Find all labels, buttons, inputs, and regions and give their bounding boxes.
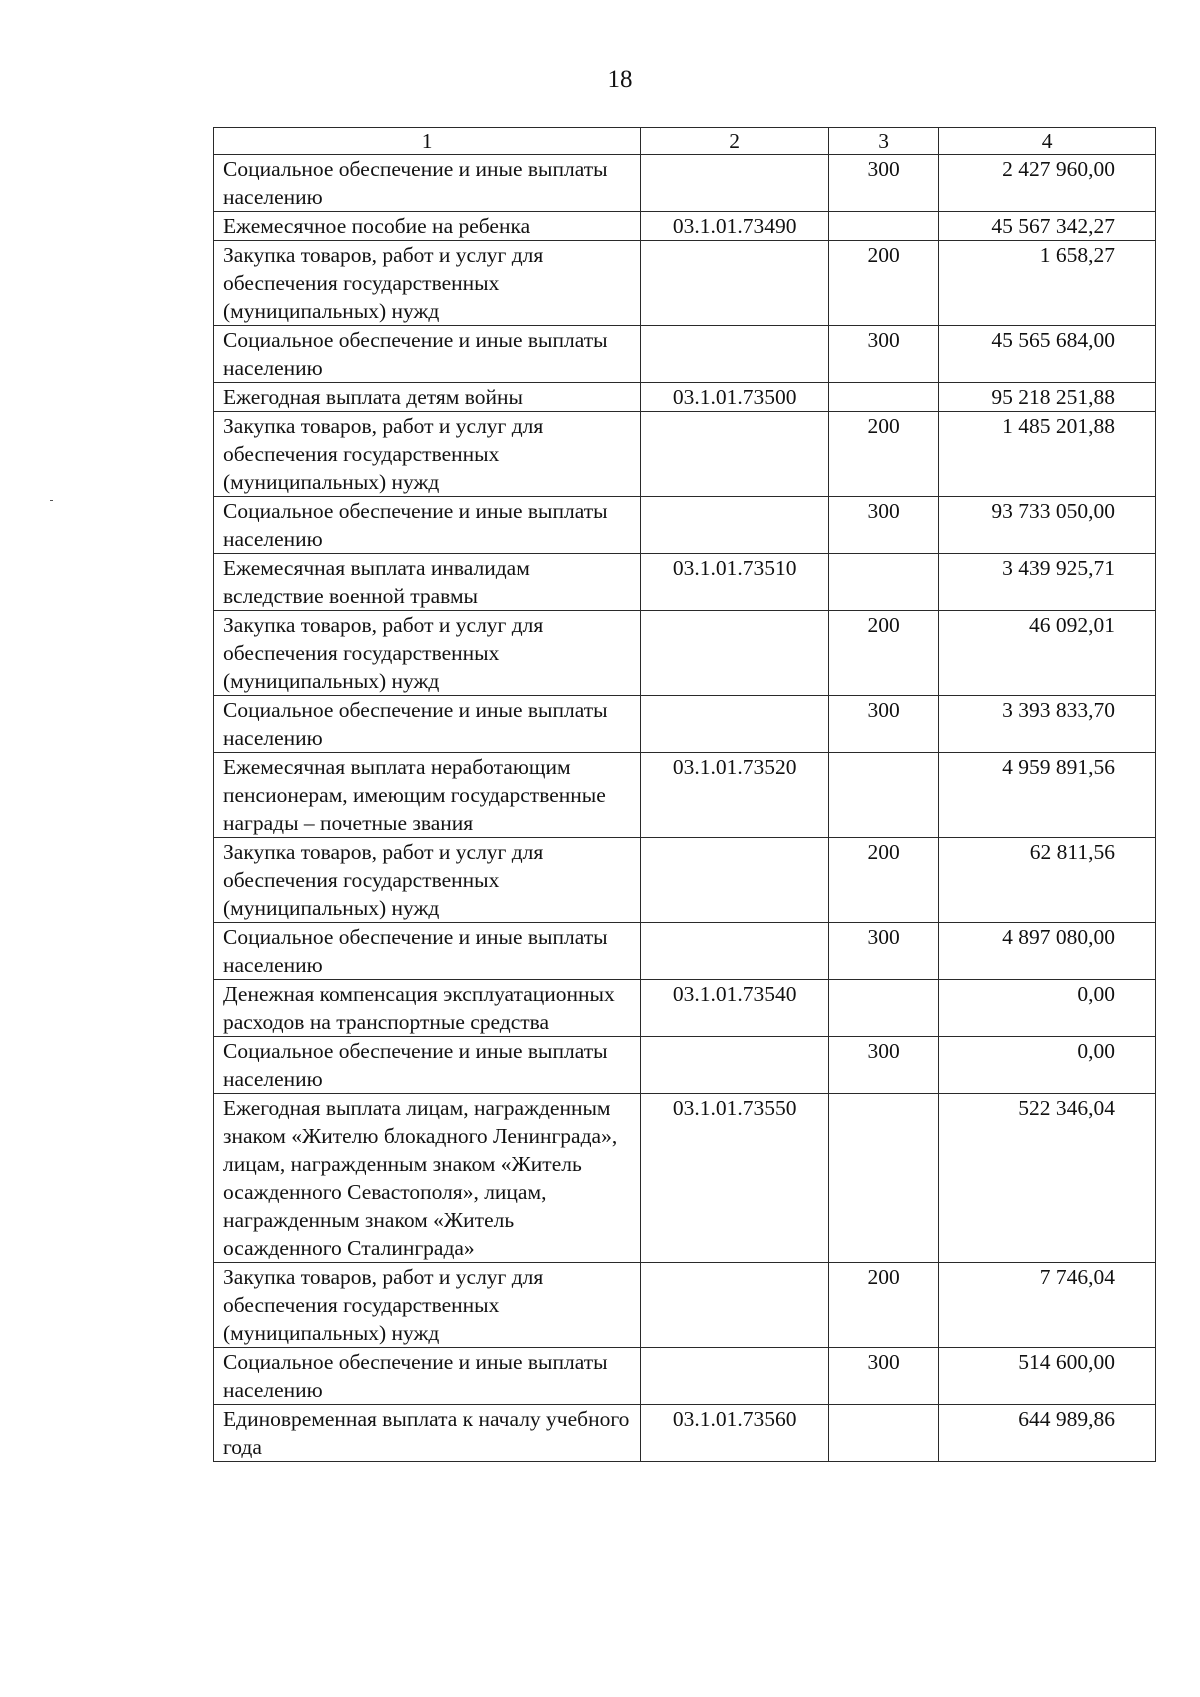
expenditure-name-cell: Социальное обеспечение и иные выплаты населению [214,1037,641,1094]
expenditure-name-cell: Закупка товаров, работ и услуг для обеспечения государственных (муниципальных) нужд [214,412,641,497]
expense-type-cell [828,383,938,412]
column-header-3: 3 [828,128,938,155]
column-header-2: 2 [641,128,829,155]
expenditure-name-cell: Ежемесячное пособие на ребенка [214,212,641,241]
target-article-cell: 03.1.01.73490 [641,212,829,241]
table-row [214,155,1156,212]
expense-type-cell [828,1405,938,1462]
expenditure-name-cell: Социальное обеспечение и иные выплаты населению [214,696,641,753]
column-header-1: 1 [214,128,641,155]
expenditure-name-cell: Социальное обеспечение и иные выплаты населению [214,1348,641,1405]
table-header-row [214,128,1156,155]
table-row [214,611,1156,696]
amount-cell: 0,00 [939,1037,1156,1094]
amount-cell: 0,00 [939,980,1156,1037]
expenditure-name-cell: Единовременная выплата к началу учебного года [214,1405,641,1462]
expenditure-name-cell: Ежемесячная выплата инвалидам вследствие военной травмы [214,554,641,611]
expense-type-cell: 300 [828,155,938,212]
amount-cell: 514 600,00 [939,1348,1156,1405]
page-number: 18 [607,66,633,93]
expense-type-cell: 200 [828,412,938,497]
table-row [214,696,1156,753]
amount-cell: 7 746,04 [939,1263,1156,1348]
amount-cell: 1 485 201,88 [939,412,1156,497]
expenditure-name-cell: Ежемесячная выплата неработающим пенсионерам, имеющим государственные награды – почетные звания [214,753,641,838]
expense-type-cell [828,1094,938,1263]
amount-cell: 522 346,04 [939,1094,1156,1263]
amount-cell: 644 989,86 [939,1405,1156,1462]
target-article-cell [641,838,829,923]
table-row [214,923,1156,980]
table-row [214,383,1156,412]
target-article-cell [641,696,829,753]
expenditure-name-cell: Закупка товаров, работ и услуг для обеспечения государственных (муниципальных) нужд [214,838,641,923]
target-article-cell: 03.1.01.73560 [641,1405,829,1462]
table-row [214,326,1156,383]
target-article-cell [641,1037,829,1094]
table-row [214,1348,1156,1405]
amount-cell: 2 427 960,00 [939,155,1156,212]
amount-cell: 1 658,27 [939,241,1156,326]
table-row [214,1263,1156,1348]
target-article-cell [641,155,829,212]
amount-cell: 4 959 891,56 [939,753,1156,838]
expense-type-cell [828,980,938,1037]
expense-type-cell [828,212,938,241]
expense-type-cell: 300 [828,497,938,554]
amount-cell: 4 897 080,00 [939,923,1156,980]
target-article-cell [641,241,829,326]
column-header-4: 4 [939,128,1156,155]
budget-table [213,127,1156,1462]
target-article-cell: 03.1.01.73500 [641,383,829,412]
amount-cell: 3 393 833,70 [939,696,1156,753]
target-article-cell [641,923,829,980]
expenditure-name-cell: Закупка товаров, работ и услуг для обеспечения государственных (муниципальных) нужд [214,241,641,326]
amount-cell: 95 218 251,88 [939,383,1156,412]
target-article-cell: 03.1.01.73510 [641,554,829,611]
target-article-cell [641,1263,829,1348]
table-row [214,554,1156,611]
target-article-cell: 03.1.01.73520 [641,753,829,838]
expense-type-cell [828,554,938,611]
table-row [214,497,1156,554]
expense-type-cell: 300 [828,326,938,383]
expense-type-cell [828,753,938,838]
expenditure-name-cell: Социальное обеспечение и иные выплаты населению [214,326,641,383]
amount-cell: 46 092,01 [939,611,1156,696]
table-row [214,980,1156,1037]
target-article-cell [641,412,829,497]
table-row [214,241,1156,326]
expenditure-name-cell: Ежегодная выплата детям войны [214,383,641,412]
table-row [214,412,1156,497]
expense-type-cell: 200 [828,1263,938,1348]
scan-artifact [50,500,53,501]
amount-cell: 62 811,56 [939,838,1156,923]
target-article-cell [641,497,829,554]
table-row [214,212,1156,241]
amount-cell: 45 567 342,27 [939,212,1156,241]
target-article-cell [641,1348,829,1405]
target-article-cell [641,611,829,696]
target-article-cell: 03.1.01.73540 [641,980,829,1037]
expense-type-cell: 300 [828,1037,938,1094]
expense-type-cell: 300 [828,923,938,980]
table-row [214,838,1156,923]
expenditure-name-cell: Закупка товаров, работ и услуг для обеспечения государственных (муниципальных) нужд [214,611,641,696]
expense-type-cell: 300 [828,696,938,753]
expenditure-name-cell: Социальное обеспечение и иные выплаты населению [214,155,641,212]
expenditure-name-cell: Денежная компенсация эксплуатационных расходов на транспортные средства [214,980,641,1037]
amount-cell: 45 565 684,00 [939,326,1156,383]
amount-cell: 93 733 050,00 [939,497,1156,554]
expenditure-name-cell: Ежегодная выплата лицам, награжденным знаком «Жителю блокадного Ленинграда», лицам, награжденным знаком «Житель осажденного Севастополя», лицам, награжденным знаком «Житель осажденного Сталинграда» [214,1094,641,1263]
table-row [214,1094,1156,1263]
target-article-cell: 03.1.01.73550 [641,1094,829,1263]
table-body [214,155,1156,1462]
amount-cell: 3 439 925,71 [939,554,1156,611]
expenditure-name-cell: Социальное обеспечение и иные выплаты населению [214,923,641,980]
table-row [214,1405,1156,1462]
table-row [214,753,1156,838]
expense-type-cell: 200 [828,611,938,696]
expenditure-name-cell: Социальное обеспечение и иные выплаты населению [214,497,641,554]
target-article-cell [641,326,829,383]
expense-type-cell: 200 [828,241,938,326]
expenditure-name-cell: Закупка товаров, работ и услуг для обеспечения государственных (муниципальных) нужд [214,1263,641,1348]
expense-type-cell: 300 [828,1348,938,1405]
table-row [214,1037,1156,1094]
expense-type-cell: 200 [828,838,938,923]
